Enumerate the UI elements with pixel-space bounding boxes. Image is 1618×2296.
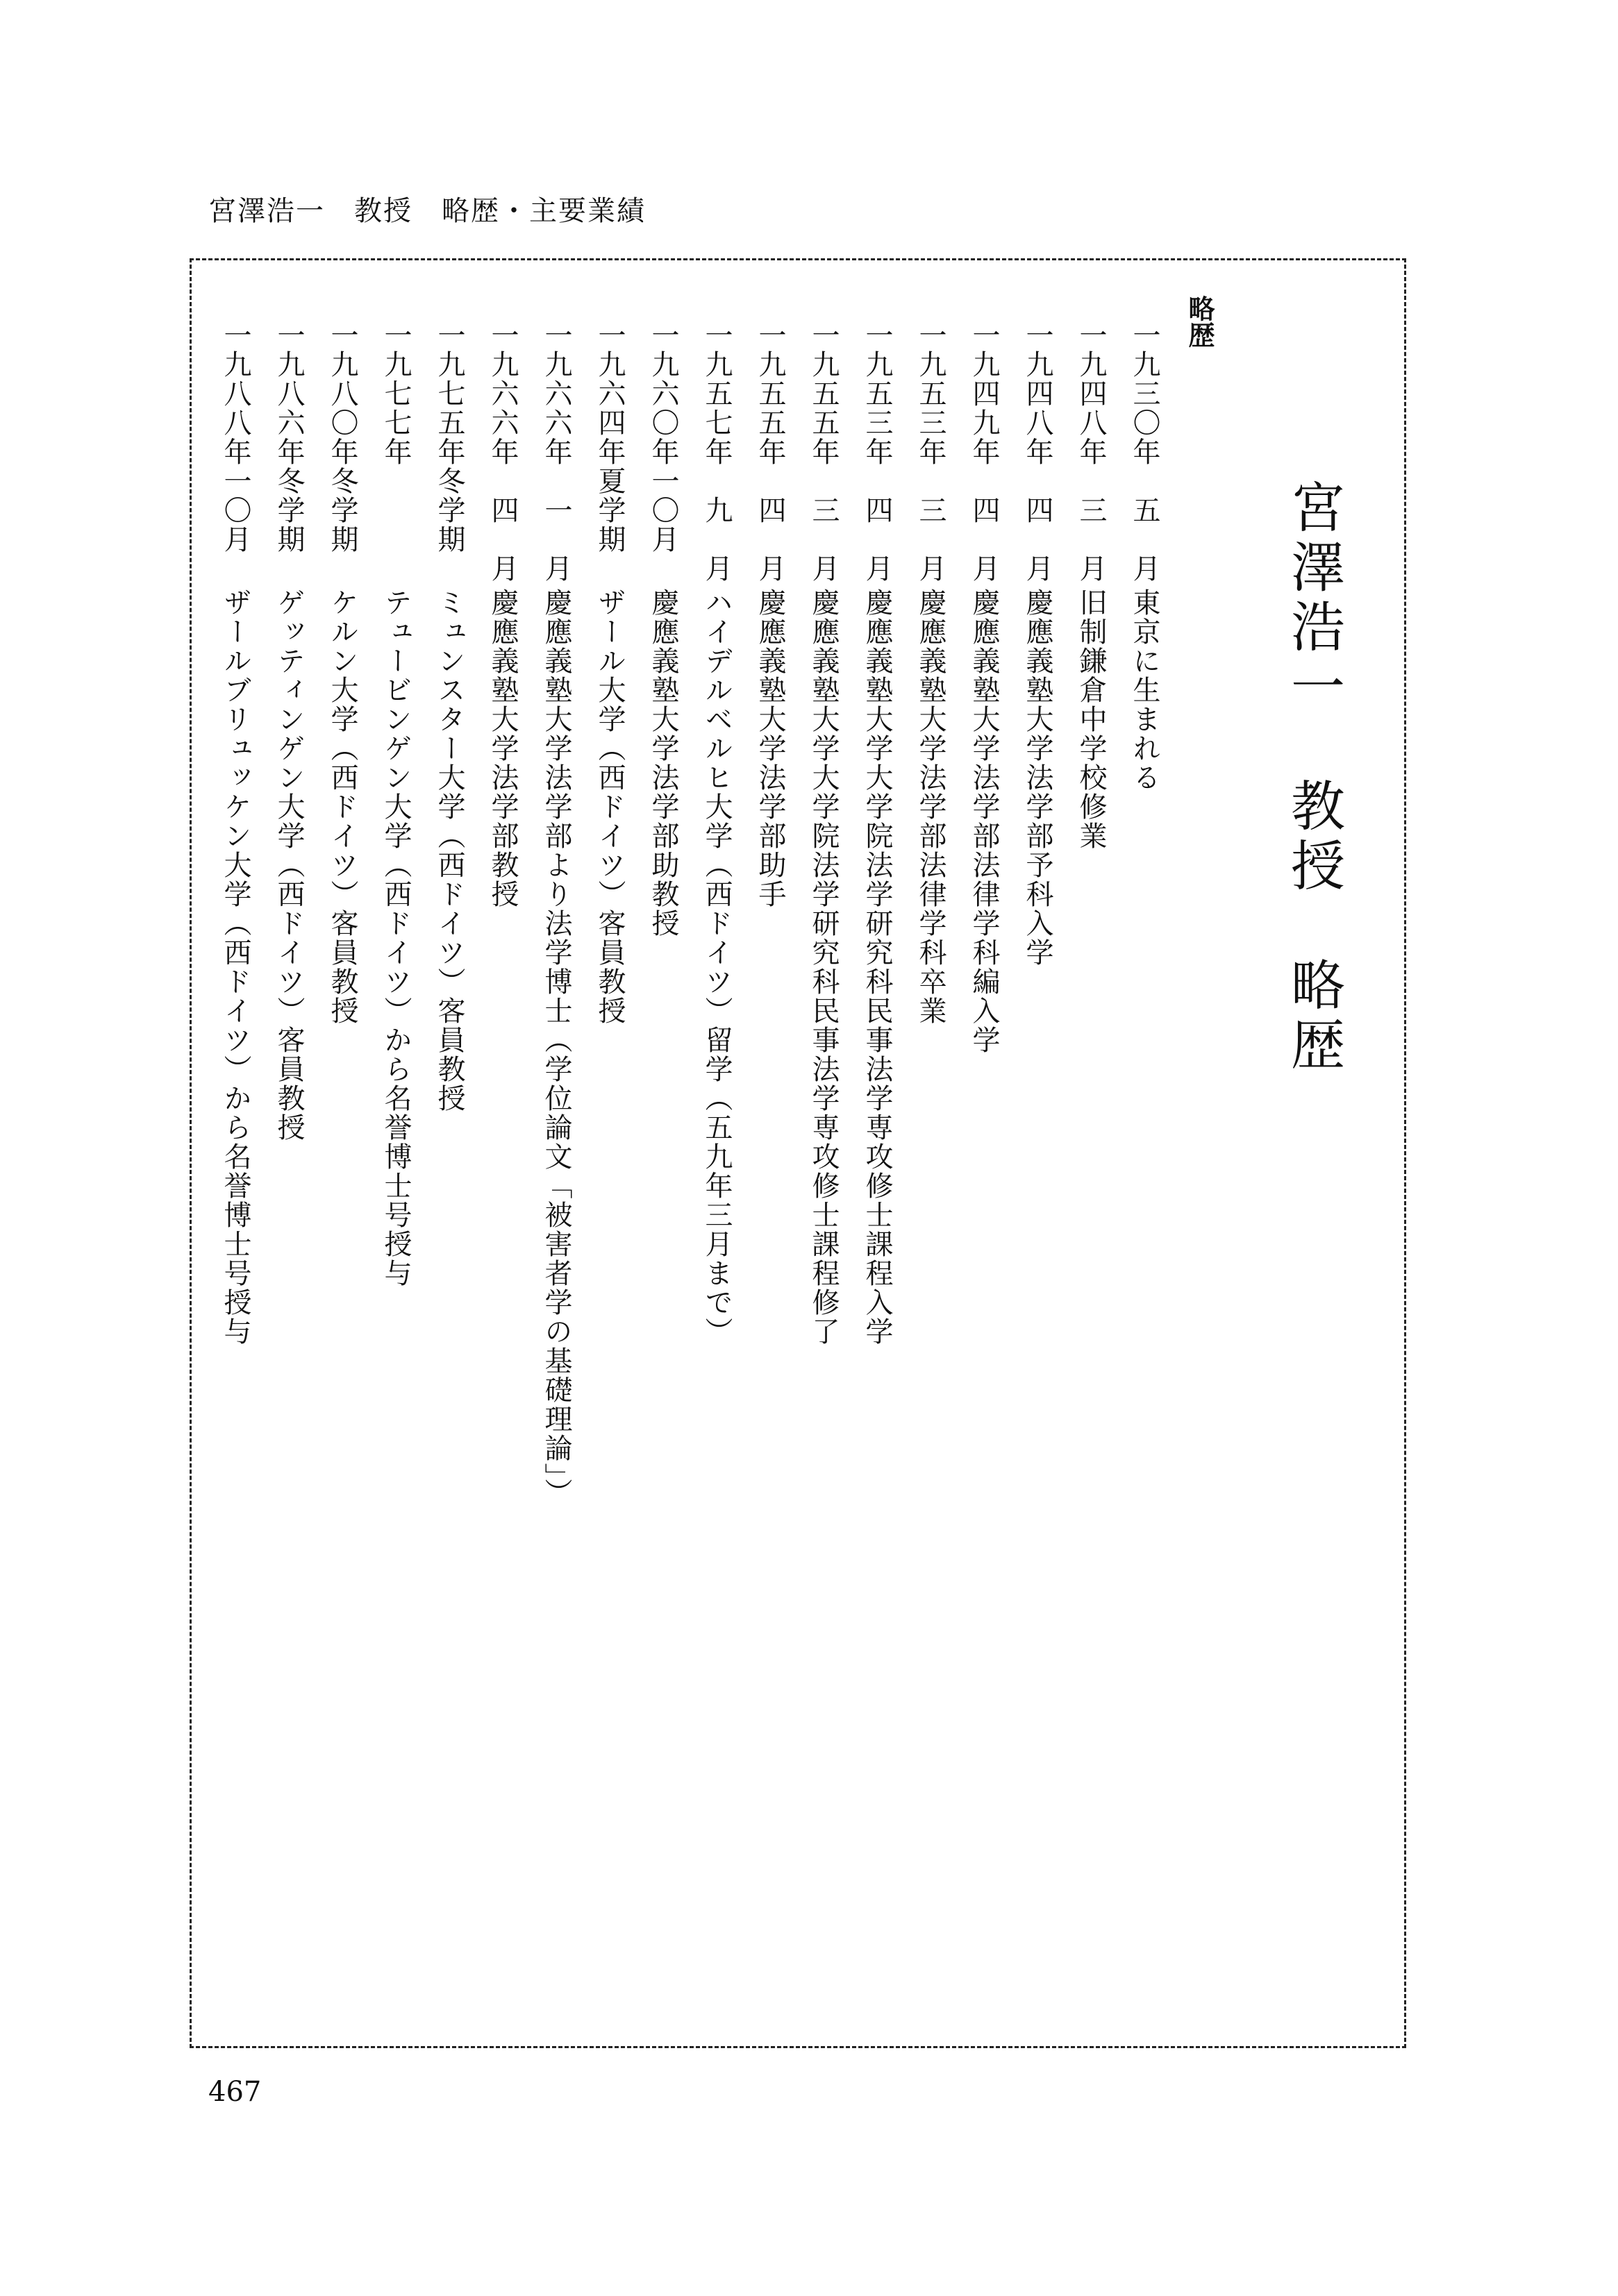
- timeline-entry: [269, 321, 314, 1918]
- entry-text: 慶應義塾大学法学部法律学科卒業: [915, 588, 946, 1025]
- entry-date: 一九四八年 三 月: [1075, 321, 1107, 583]
- entry-text: 慶應義塾大学大学院法学研究科民事法学専攻修士課程入学: [861, 588, 893, 1346]
- entry-date: 一九八〇年冬学期: [326, 321, 358, 554]
- entry-date: 一九四九年 四 月: [968, 321, 1000, 583]
- entry-text: 慶應義塾大学法学部より法学博士（学位論文「被害者学の基礎理論」）: [540, 588, 572, 1507]
- timeline-entry: [644, 321, 688, 1918]
- entry-date: 一九七五年冬学期: [433, 321, 465, 554]
- entry-text: 東京に生まれる: [1128, 588, 1160, 792]
- timeline-entry: [751, 321, 795, 1918]
- entry-text: ザールブリュッケン大学（西ドイツ）から名誉博士号授与: [219, 588, 251, 1346]
- entry-text: ハイデルベルヒ大学（西ドイツ）留学（五九年三月まで）: [701, 588, 733, 1346]
- running-head: 宮澤浩一 教授 略歴・主要業績: [208, 195, 646, 227]
- entry-text: ザール大学（西ドイツ）客員教授: [594, 588, 626, 1025]
- entry-date: 一九五七年 九 月: [701, 321, 733, 583]
- timeline-entry: [537, 321, 581, 1918]
- timeline-entry: [376, 321, 421, 1918]
- timeline-entry: [804, 321, 849, 1918]
- entry-date: 一九五五年 三 月: [808, 321, 840, 583]
- timeline-entry: [430, 321, 474, 1918]
- entry-text: 慶應義塾大学法学部助手: [754, 588, 786, 909]
- timeline-entry: [590, 321, 635, 1918]
- page-number: 467: [208, 2076, 262, 2108]
- entry-date: 一九三〇年 五 月: [1128, 321, 1160, 583]
- entry-date: 一九六六年 一 月: [540, 321, 572, 583]
- entry-text: ケルン大学（西ドイツ）客員教授: [326, 588, 358, 1025]
- entry-date: 一九七七年: [380, 321, 412, 467]
- timeline-entry: [483, 321, 528, 1918]
- entry-date: 一九五三年 四 月: [861, 321, 893, 583]
- entry-date: 一九四八年 四 月: [1021, 321, 1053, 583]
- entry-text: ミュンスター大学（西ドイツ）客員教授: [433, 588, 465, 1113]
- timeline-entry: [858, 321, 902, 1918]
- entry-date: 一九八六年冬学期: [273, 321, 305, 554]
- timeline-entry: [1018, 321, 1062, 1918]
- timeline-entry: [1125, 321, 1169, 1918]
- entry-date: 一九六〇年一〇月: [647, 321, 679, 554]
- entry-date: 一九六四年夏学期: [594, 321, 626, 554]
- entry-text: ゲッティンゲン大学（西ドイツ）客員教授: [273, 588, 305, 1142]
- entry-text: 慶應義塾大学法学部教授: [487, 588, 519, 909]
- section-label: 略歴: [1184, 295, 1215, 348]
- entry-date: 一九八八年一〇月: [219, 321, 251, 554]
- timeline-entry: [323, 321, 367, 1918]
- timeline-entry: [216, 321, 260, 1918]
- timeline-entry: [911, 321, 956, 1918]
- entry-text: 旧制鎌倉中学校修業: [1075, 588, 1107, 850]
- entry-date: 一九六六年 四 月: [487, 321, 519, 583]
- entry-text: 慶應義塾大学法学部法律学科編入学: [968, 588, 1000, 1055]
- page-title: 宮澤浩一 教授 略歴: [1282, 479, 1344, 1076]
- entry-date: 一九五五年 四 月: [754, 321, 786, 583]
- entry-text: 慶應義塾大学法学部予科入学: [1021, 588, 1053, 967]
- entry-text: 慶應義塾大学法学部助教授: [647, 588, 679, 938]
- entry-text: 慶應義塾大学大学院法学研究科民事法学専攻修士課程修了: [808, 588, 840, 1346]
- timeline-entry: [697, 321, 742, 1918]
- timeline-entry: [965, 321, 1009, 1918]
- entry-date: 一九五三年 三 月: [915, 321, 946, 583]
- content-frame: [190, 258, 1406, 2048]
- entry-text: テュービンゲン大学（西ドイツ）から名誉博士号授与: [380, 588, 412, 1288]
- timeline-entry: [1071, 321, 1116, 1918]
